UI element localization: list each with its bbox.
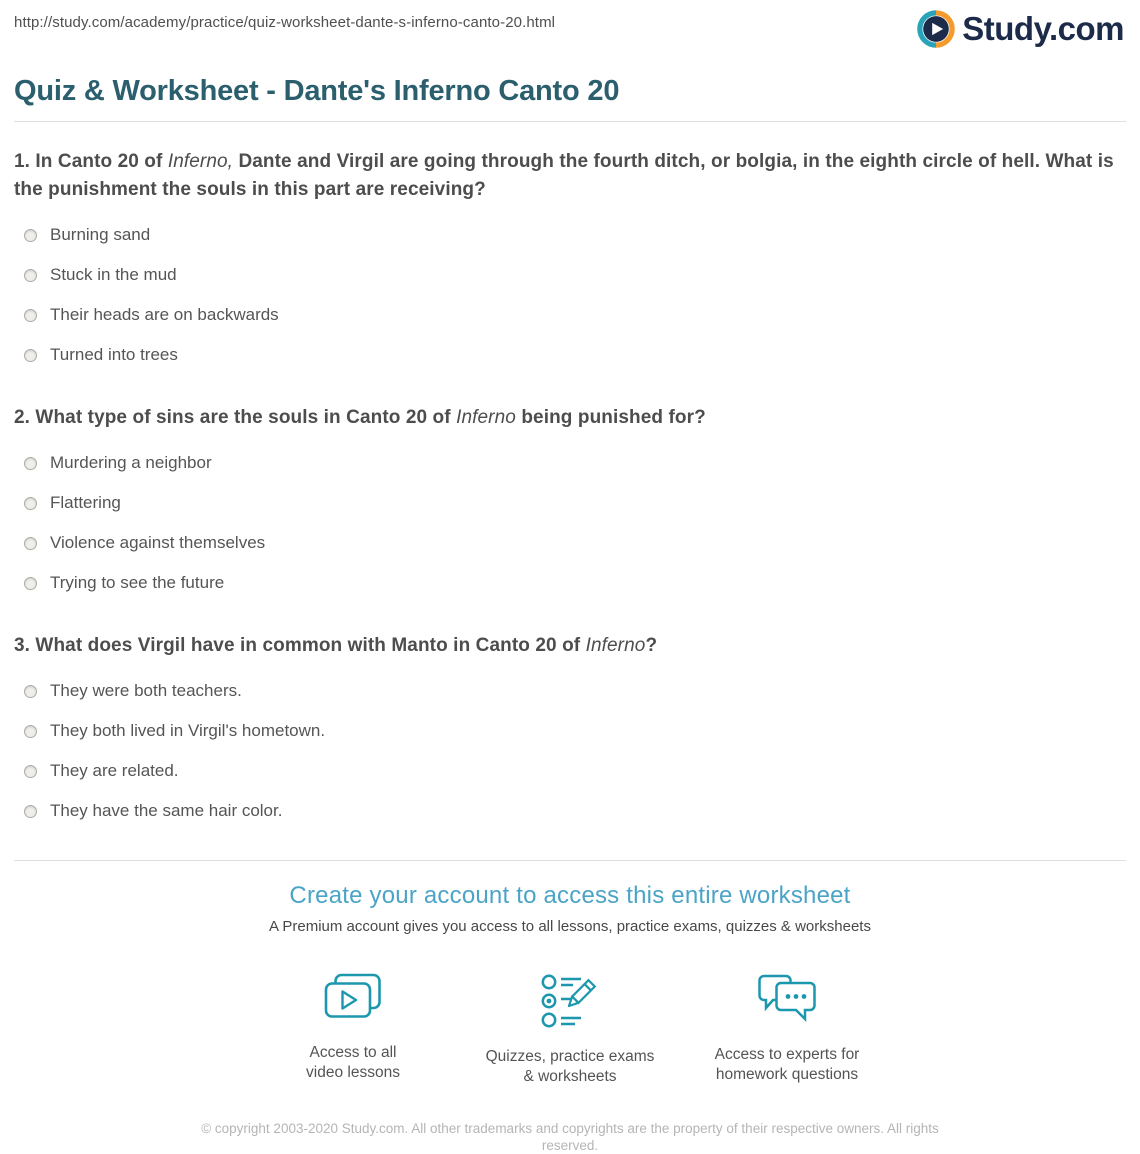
- feature-label-line: homework questions: [715, 1066, 859, 1083]
- option-label: Stuck in the mud: [50, 265, 177, 284]
- option-label: Their heads are on backwards: [50, 305, 279, 324]
- question-3-options: [14, 671, 1126, 831]
- question-2-options: [14, 443, 1126, 603]
- question-text-part: ?: [645, 635, 658, 656]
- cta-subtitle: A Premium account gives you access to all lessons, practice exams, quizzes & worksheets: [269, 918, 871, 935]
- divider-bottom: [14, 860, 1126, 861]
- question-text-italic: Inferno: [585, 635, 646, 656]
- answer-option[interactable]: [14, 255, 1126, 295]
- answer-option[interactable]: [14, 523, 1126, 563]
- option-label: Burning sand: [50, 225, 151, 244]
- header: [0, 0, 1140, 48]
- question-block-1: [14, 148, 1126, 375]
- option-label: Violence against themselves: [50, 533, 266, 552]
- feature-label: [462, 1047, 679, 1087]
- radio-button[interactable]: [24, 725, 37, 738]
- option-label: Trying to see the future: [50, 573, 225, 592]
- feature-label-line: Access to experts for: [714, 1046, 860, 1063]
- cta-title: Create your account to access this entire worksheet: [289, 882, 851, 909]
- question-3-text: [14, 632, 1126, 660]
- option-label: They have the same hair color.: [50, 801, 283, 820]
- question-1-options: [14, 215, 1126, 375]
- feature-label-line: Access to all: [309, 1044, 397, 1061]
- question-text-part: Dante and Virgil are going through the fourth ditch, or bolgia, in the eighth circle of hell. What is the punishment the souls in this part are receiving?: [14, 151, 1114, 200]
- radio-button[interactable]: [24, 577, 37, 590]
- feature-video-lessons: [245, 972, 462, 1087]
- studycom-logo[interactable]: [917, 10, 1124, 48]
- question-text-italic: Inferno,: [167, 151, 234, 172]
- option-label: They both lived in Virgil's hometown.: [50, 721, 326, 740]
- answer-option[interactable]: [14, 483, 1126, 523]
- question-block-3: [14, 632, 1126, 831]
- answer-option[interactable]: [14, 671, 1126, 711]
- answer-option[interactable]: [14, 563, 1126, 603]
- answer-option[interactable]: [14, 295, 1126, 335]
- option-label: Turned into trees: [50, 345, 178, 364]
- option-label: They were both teachers.: [50, 681, 242, 700]
- chat-experts-icon: [755, 972, 819, 1030]
- play-circle-icon: [917, 10, 955, 48]
- answer-option[interactable]: [14, 335, 1126, 375]
- radio-button[interactable]: [24, 309, 37, 322]
- question-1-text: [14, 148, 1126, 204]
- page-url[interactable]: http://study.com/academy/practice/quiz-worksheet-dante-s-inferno-canto-20.html: [14, 14, 556, 31]
- feature-expert-help: [679, 972, 896, 1087]
- option-label: Murdering a neighbor: [50, 453, 212, 472]
- features-row: [0, 972, 1140, 1087]
- quiz-worksheet-icon: [539, 972, 601, 1030]
- question-text-part: 1. In Canto 20 of: [14, 151, 168, 172]
- question-text-part: being punished for?: [515, 407, 706, 428]
- radio-button[interactable]: [24, 457, 37, 470]
- quiz-section: [0, 148, 1140, 831]
- answer-option[interactable]: [14, 751, 1126, 791]
- logo-text: Study.com: [962, 10, 1124, 47]
- question-block-2: [14, 404, 1126, 603]
- option-label: Flattering: [50, 493, 121, 512]
- answer-option[interactable]: [14, 443, 1126, 483]
- question-text-italic: Inferno: [456, 407, 516, 428]
- video-lessons-icon: [323, 972, 383, 1030]
- feature-label-line: Quizzes, practice exams: [485, 1048, 655, 1065]
- radio-button[interactable]: [24, 537, 37, 550]
- question-text-part: 3. What does Virgil have in common with Manto in Canto 20 of: [14, 635, 586, 656]
- option-label: They are related.: [50, 761, 179, 780]
- radio-button[interactable]: [24, 269, 37, 282]
- answer-option[interactable]: [14, 791, 1126, 831]
- cta-section: [0, 882, 1140, 1154]
- answer-option[interactable]: [14, 711, 1126, 751]
- radio-button[interactable]: [24, 685, 37, 698]
- divider-top: [14, 121, 1126, 122]
- radio-button[interactable]: [24, 805, 37, 818]
- page-title: Quiz & Worksheet - Dante's Inferno Canto 20: [14, 75, 620, 107]
- radio-button[interactable]: [24, 497, 37, 510]
- feature-label: [245, 1043, 462, 1083]
- answer-option[interactable]: [14, 215, 1126, 255]
- question-text-part: 2. What type of sins are the souls in Canto 20 of: [14, 407, 457, 428]
- radio-button[interactable]: [24, 349, 37, 362]
- feature-label: [679, 1045, 896, 1085]
- feature-quizzes-worksheets: [462, 972, 679, 1087]
- radio-button[interactable]: [24, 765, 37, 778]
- question-2-text: [14, 404, 1126, 432]
- radio-button[interactable]: [24, 229, 37, 242]
- copyright-text: © copyright 2003-2020 Study.com. All other trademarks and copyrights are the property of their respective owners. All rights reserved.: [201, 1121, 939, 1153]
- feature-label-line: & worksheets: [523, 1068, 617, 1085]
- feature-label-line: video lessons: [306, 1064, 400, 1081]
